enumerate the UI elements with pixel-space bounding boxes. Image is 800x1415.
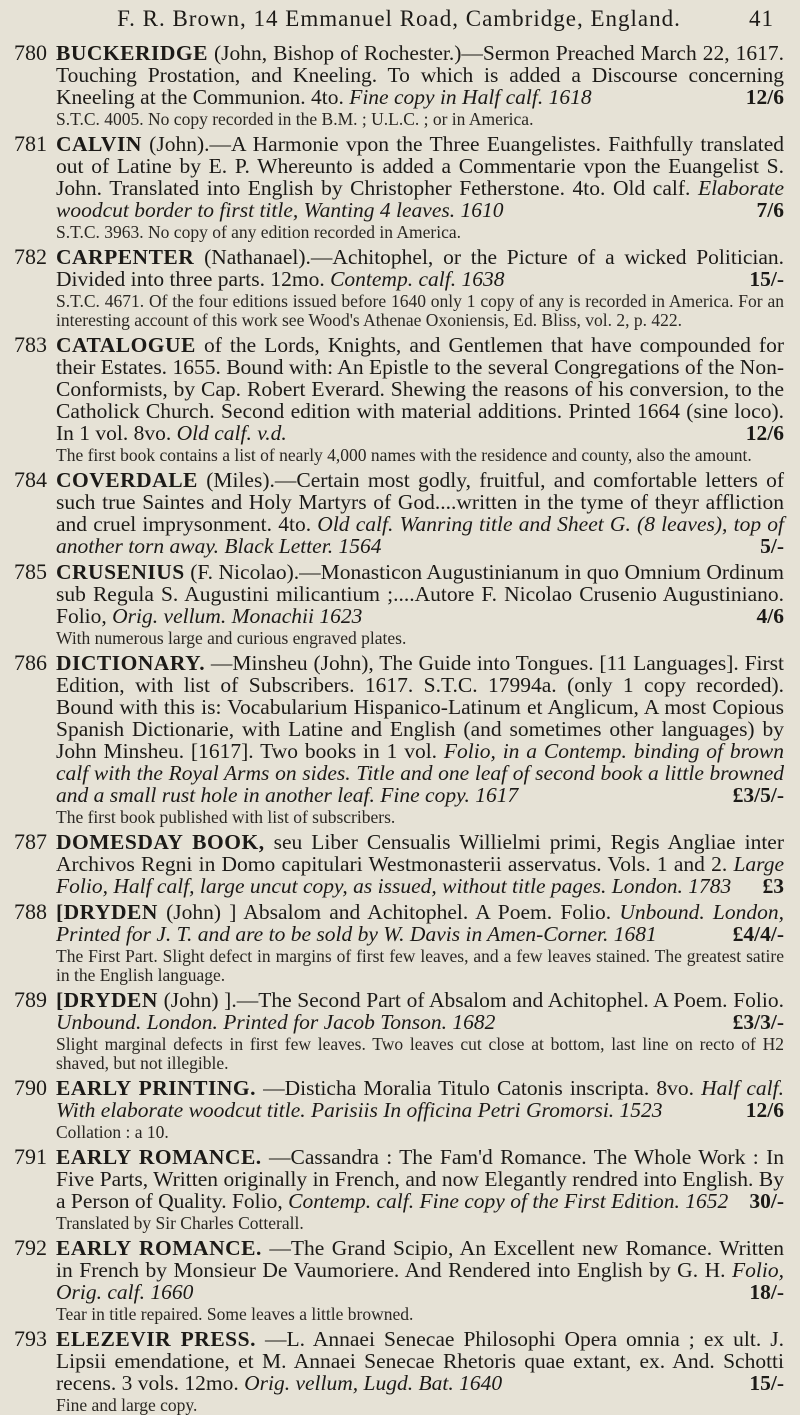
entry-number: 792: [14, 1235, 47, 1260]
entry-body: [56, 42, 784, 129]
entry-heading: CALVIN: [56, 132, 142, 156]
entry-number: 780: [14, 40, 47, 65]
catalogue-entry: [14, 42, 784, 129]
entry-binding-details: Orig. vellum. Monachii 1623: [112, 604, 363, 628]
catalogue-entry: [14, 901, 784, 985]
entry-body: [56, 1077, 784, 1142]
entry-heading: CARPENTER: [56, 245, 195, 269]
entry-body: [56, 1237, 784, 1324]
catalogue-entry: [14, 1077, 784, 1142]
entry-body: [56, 246, 784, 330]
entry-note: S.T.C. 4005. No copy recorded in the B.M. ; U.L.C. ; or in America.: [56, 109, 534, 129]
entry-binding-details: Old calf. v.d.: [176, 421, 287, 445]
entry-description: —L. Annaei Senecae Philosophi Opera omnia ; ex ult. J. Lipsii emendatione, et M. Annaei Senecae Rhetoris quae extant, ex. And. Schotti recens. 3 vols. 12mo.: [56, 1327, 784, 1395]
entry-body: [56, 133, 784, 242]
entry-description: (F. Nicolao).—Monasticon Augustinianum in quo Omnium Ordinum sub Regula S. Augustini milicantium ;....Autore F. Nicolao Crusenio Augustiniano. Folio,: [56, 560, 785, 628]
entry-heading: EARLY PRINTING.: [56, 1076, 256, 1100]
entry-price: £3: [762, 874, 784, 898]
entry-note: Slight marginal defects in first few leaves. Two leaves cut close at bottom, last line on recto of H2 shaved, but not illegible.: [56, 1034, 784, 1073]
entry-body: [56, 334, 784, 465]
entry-number: 791: [14, 1144, 47, 1169]
entry-binding-details: Large Folio, Half calf, large uncut copy, as issued, without title pages. London. 1783: [56, 852, 785, 898]
entry-note: With numerous large and curious engraved plates.: [56, 628, 407, 648]
catalogue-entry: [14, 561, 784, 648]
entry-description: —Disticha Moralia Titulo Catonis inscripta. 8vo.: [263, 1076, 694, 1100]
entry-binding-details: Orig. vellum, Lugd. Bat. 1640: [244, 1371, 503, 1395]
entry-note: Tear in title repaired. Some leaves a little browned.: [56, 1304, 414, 1324]
entry-binding-details: Fine copy in Half calf. 1618: [349, 85, 592, 109]
entry-note: S.T.C. 4671. Of the four editions issued before 1640 only 1 copy of any is recorded in America. For an interesting account of this work see Wood's Athenae Oxoniensis, Ed. Bliss, vol. 2, p. 422.: [56, 291, 784, 330]
entry-number: 790: [14, 1075, 47, 1100]
entry-binding-details: Folio, Orig. calf. 1660: [56, 1258, 784, 1304]
catalogue-entry: [14, 334, 784, 465]
entry-binding-details: Unbound. London. Printed for Jacob Tonson. 1682: [56, 1010, 496, 1034]
entry-description: —Minsheu (John), The Guide into Tongues. [11 Languages]. First Edition, with list of Subscribers. 1617. S.T.C. 17994a. (only 1 copy recorded). Bound with this is: Vocabularium Hispanico-Latinum et Anglicum, A most Copious Spanish Dictionarie, with Latine and English (and sometimes other languages) by John Minsheu. [1617]. Two books in 1 vol.: [56, 651, 784, 763]
entry-note: S.T.C. 3963. No copy of any edition recorded in America.: [56, 222, 461, 242]
entry-note: The first book contains a list of nearly 4,000 names with the residence and county, also the amount.: [56, 445, 752, 465]
entry-price: 30/-: [749, 1189, 784, 1213]
entry-description: (John).—A Harmonie vpon the Three Euangelistes. Faithfully translated out of Latine by E. P. Whereunto is added a Commentarie vpon the Euangelist S. John. Translated into English by Christopher Fetherstone. 4to. Old calf.: [56, 132, 784, 200]
entry-description: —The Grand Scipio, An Excellent new Romance. Written in French by Monsieur De Vaumoriere. And Rendered into English by G. H.: [56, 1236, 784, 1282]
entry-price: 15/-: [749, 1371, 784, 1395]
entry-body: [56, 1328, 784, 1415]
entry-description: —Cassandra : The Fam'd Romance. The Whole Work : In Five Parts, Written originally in French, and now Elegantly rendred into English. By a Person of Quality. Folio,: [56, 1145, 785, 1213]
entry-heading: EARLY ROMANCE.: [56, 1236, 262, 1260]
entry-price: 7/6: [756, 198, 784, 222]
entry-description: (Miles).—Certain most godly, fruitful, and comfortable letters of such true Saintes and Holy Martyrs of God....written in the tyme of theyr affliction and cruel imprysonment. 4to.: [56, 468, 785, 536]
entry-body: [56, 1146, 784, 1233]
catalogue-entry: [14, 1237, 784, 1324]
catalogue-entry: [14, 133, 784, 242]
entry-heading: CATALOGUE: [56, 333, 196, 357]
entry-price: 12/6: [745, 85, 784, 109]
entry-number: 781: [14, 131, 47, 156]
entry-note: The first book published with list of subscribers.: [56, 807, 396, 827]
entry-binding-details: Folio, in a Contemp. binding of brown calf with the Royal Arms on sides. Title and one leaf of second book a little browned and a small rust hole in another leaf. Fine copy. 1617: [56, 739, 784, 807]
entry-note: The First Part. Slight defect in margins of first few leaves, and a few leaves stained. The greatest satire in the English language.: [56, 946, 784, 985]
entry-number: 793: [14, 1326, 47, 1351]
catalogue-entry: [14, 246, 784, 330]
entry-description: (John, Bishop of Rochester.)—Sermon Preached March 22, 1617. Touching Prostation, and Kneeling. To which is added a Discourse concerning Kneeling at the Communion. 4to.: [56, 41, 785, 109]
entry-binding-details: Unbound. London, Printed for J. T. and are to be sold by W. Davis in Amen-Corner. 1681: [56, 900, 784, 946]
entry-heading: ELEZEVIR PRESS.: [56, 1327, 256, 1351]
entry-heading: EARLY ROMANCE.: [56, 1145, 262, 1169]
entry-number: 782: [14, 244, 47, 269]
entry-price: 12/6: [745, 1098, 784, 1122]
entry-heading: COVERDALE: [56, 468, 198, 492]
entry-list: [14, 42, 784, 1415]
entry-number: 787: [14, 829, 47, 854]
catalogue-entry: [14, 1328, 784, 1415]
entry-note: Translated by Sir Charles Cotterall.: [56, 1213, 304, 1233]
entry-number: 788: [14, 899, 47, 924]
entry-body: [56, 989, 784, 1073]
entry-price: £3/3/-: [732, 1010, 784, 1034]
entry-binding-details: Contemp. calf. 1638: [330, 267, 505, 291]
entry-price: £4/4/-: [732, 922, 784, 946]
entry-body: [56, 652, 784, 827]
entry-number: 785: [14, 559, 47, 584]
entry-description: (John) ] Absalom and Achitophel. A Poem. Folio.: [166, 900, 612, 924]
entry-number: 786: [14, 650, 47, 675]
entry-description: (Nathanael).—Achitophel, or the Picture of a wicked Politician. Divided into three parts. 12mo.: [56, 245, 784, 291]
entry-price: 4/6: [756, 604, 784, 628]
entry-binding-details: Half calf. With elaborate woodcut title. Parisiis In officina Petri Gromorsi. 1523: [56, 1076, 785, 1122]
entry-description: of the Lords, Knights, and Gentlemen that have compounded for their Estates. 1655. Bound with: An Epistle to the several Congregations of the Non-Conformists, by Cap. Robert Everard. Shewing the reasons of his conversion, to the Catholick Church. Second edition with material additions. Printed 1664 (sine loco). In 1 vol. 8vo.: [56, 333, 784, 445]
entry-body: [56, 469, 784, 557]
entry-heading: BUCKERIDGE: [56, 41, 208, 65]
entry-price: £3/5/-: [732, 783, 784, 807]
entry-heading: DICTIONARY.: [56, 651, 206, 675]
entry-note: Collation : a 10.: [56, 1122, 169, 1142]
entry-body: [56, 561, 784, 648]
running-head: [14, 0, 784, 38]
page-number: 41: [749, 6, 774, 31]
entry-body: [56, 831, 784, 897]
catalogue-entry: [14, 1146, 784, 1233]
entry-note: Fine and large copy.: [56, 1395, 198, 1415]
entry-number: 789: [14, 987, 47, 1012]
entry-price: 12/6: [745, 421, 784, 445]
entry-number: 783: [14, 332, 47, 357]
entry-body: [56, 901, 784, 985]
entry-heading: CRUSENIUS: [56, 560, 185, 584]
catalogue-entry: [14, 831, 784, 897]
catalogue-entry: [14, 989, 784, 1073]
entry-price: 18/-: [749, 1280, 784, 1304]
entry-number: 784: [14, 467, 47, 492]
running-head-text: F. R. Brown, 14 Emmanuel Road, Cambridge, England.: [117, 6, 681, 31]
entry-heading: [DRYDEN: [56, 900, 158, 924]
entry-price: 15/-: [749, 267, 784, 291]
entry-heading: [DRYDEN: [56, 988, 158, 1012]
entry-binding-details: Old calf. Wanring title and Sheet G. (8 leaves), top of another torn away. Black Letter. 1564: [56, 512, 785, 558]
catalogue-entry: [14, 469, 784, 557]
entry-heading: DOMESDAY BOOK,: [56, 830, 265, 854]
entry-binding-details: Elaborate woodcut border to first title, Wanting 4 leaves. 1610: [56, 176, 784, 222]
entry-price: 5/-: [760, 534, 784, 558]
entry-description: seu Liber Censualis Willielmi primi, Regis Angliae inter Archivos Regni in Domo capitulari Westmonasterii asservatus. Vols. 1 and 2.: [56, 830, 784, 876]
entry-description: (John) ].—The Second Part of Absalom and Achitophel. A Poem. Folio.: [163, 988, 784, 1012]
catalogue-entry: [14, 652, 784, 827]
entry-binding-details: Contemp. calf. Fine copy of the First Edition. 1652: [288, 1189, 729, 1213]
